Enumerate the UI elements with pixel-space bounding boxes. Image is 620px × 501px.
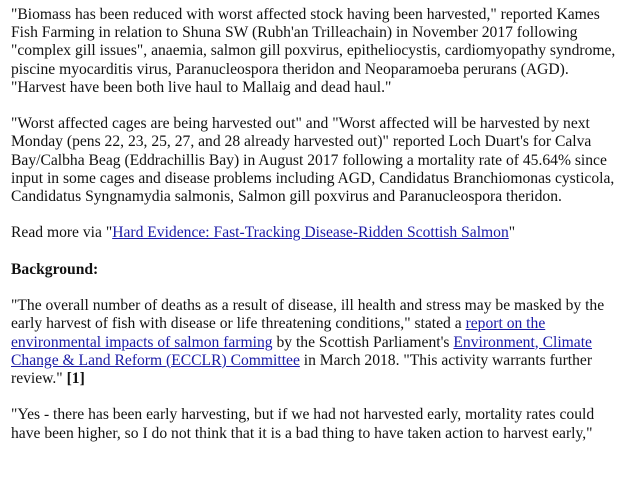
ecclr-text-2: by the Scottish Parliament's xyxy=(272,333,454,351)
ecclr-text-1: "The overall number of deaths as a result of disease, ill health and stress may be masked by the early harvest of fish with disease or life threatening conditions," stated a xyxy=(11,297,605,333)
background-heading-text: Background: xyxy=(11,260,99,278)
footnote-ref: [1] xyxy=(66,370,85,387)
ecclr-text-3: in March 2018. "This activity warrants further review." xyxy=(11,351,593,387)
background-heading xyxy=(11,261,617,279)
ecclr-committee-link[interactable]: Environment, Climate Change & Land Reform (ECCLR) Committee xyxy=(11,333,592,369)
read-more-prefix: Read more via " xyxy=(11,224,113,242)
hard-evidence-link[interactable]: Hard Evidence: Fast-Tracking Disease-Ridden Scottish Salmon xyxy=(112,224,509,242)
document-body xyxy=(11,6,617,461)
quote-loch-duart: "Worst affected cages are being harvested out" and "Worst affected will be harvested by next Monday (pens 22, 23, 25, 27, and 28 already harvested out)" reported Loch Duart's for Calva Bay/Calbha Beag (Eddrachillis Bay) in August 2017 following a mortality rate of 45.64% since input in some cages and disease problems including AGD, Candidatus Branchiomonas cysticola, Candidatus Syngnamydia salmonis, Salmon gill poxvirus and Paranucleospora theridon. xyxy=(11,115,615,206)
read-more-suffix: " xyxy=(508,224,516,242)
report-link[interactable]: report on the environmental impacts of salmon farming xyxy=(11,315,546,351)
quote-kames-fish-farming: "Biomass has been reduced with worst affected stock having been harvested," reported Kames Fish Farming in relation to Shuna SW (Rubh'an Trilleachain) in November 2017 following "complex gill issues", anaemia, salmon gill poxvirus, epitheliocystis, cardiomyopathy syndrome, piscine myocarditis virus, Paranucleospora theridon and Neoparamoeba perurans (AGD). "Harvest have been both live haul to Mallaig and dead haul." xyxy=(11,6,616,96)
read-more-line xyxy=(11,224,617,242)
quote-early-harvesting: "Yes - there has been early harvesting, but if we had not harvested early, mortality rates could have been higher, so I do not think that it is a bad thing to have taken action to harvest early," xyxy=(11,406,595,442)
ecclr-paragraph xyxy=(11,297,617,388)
